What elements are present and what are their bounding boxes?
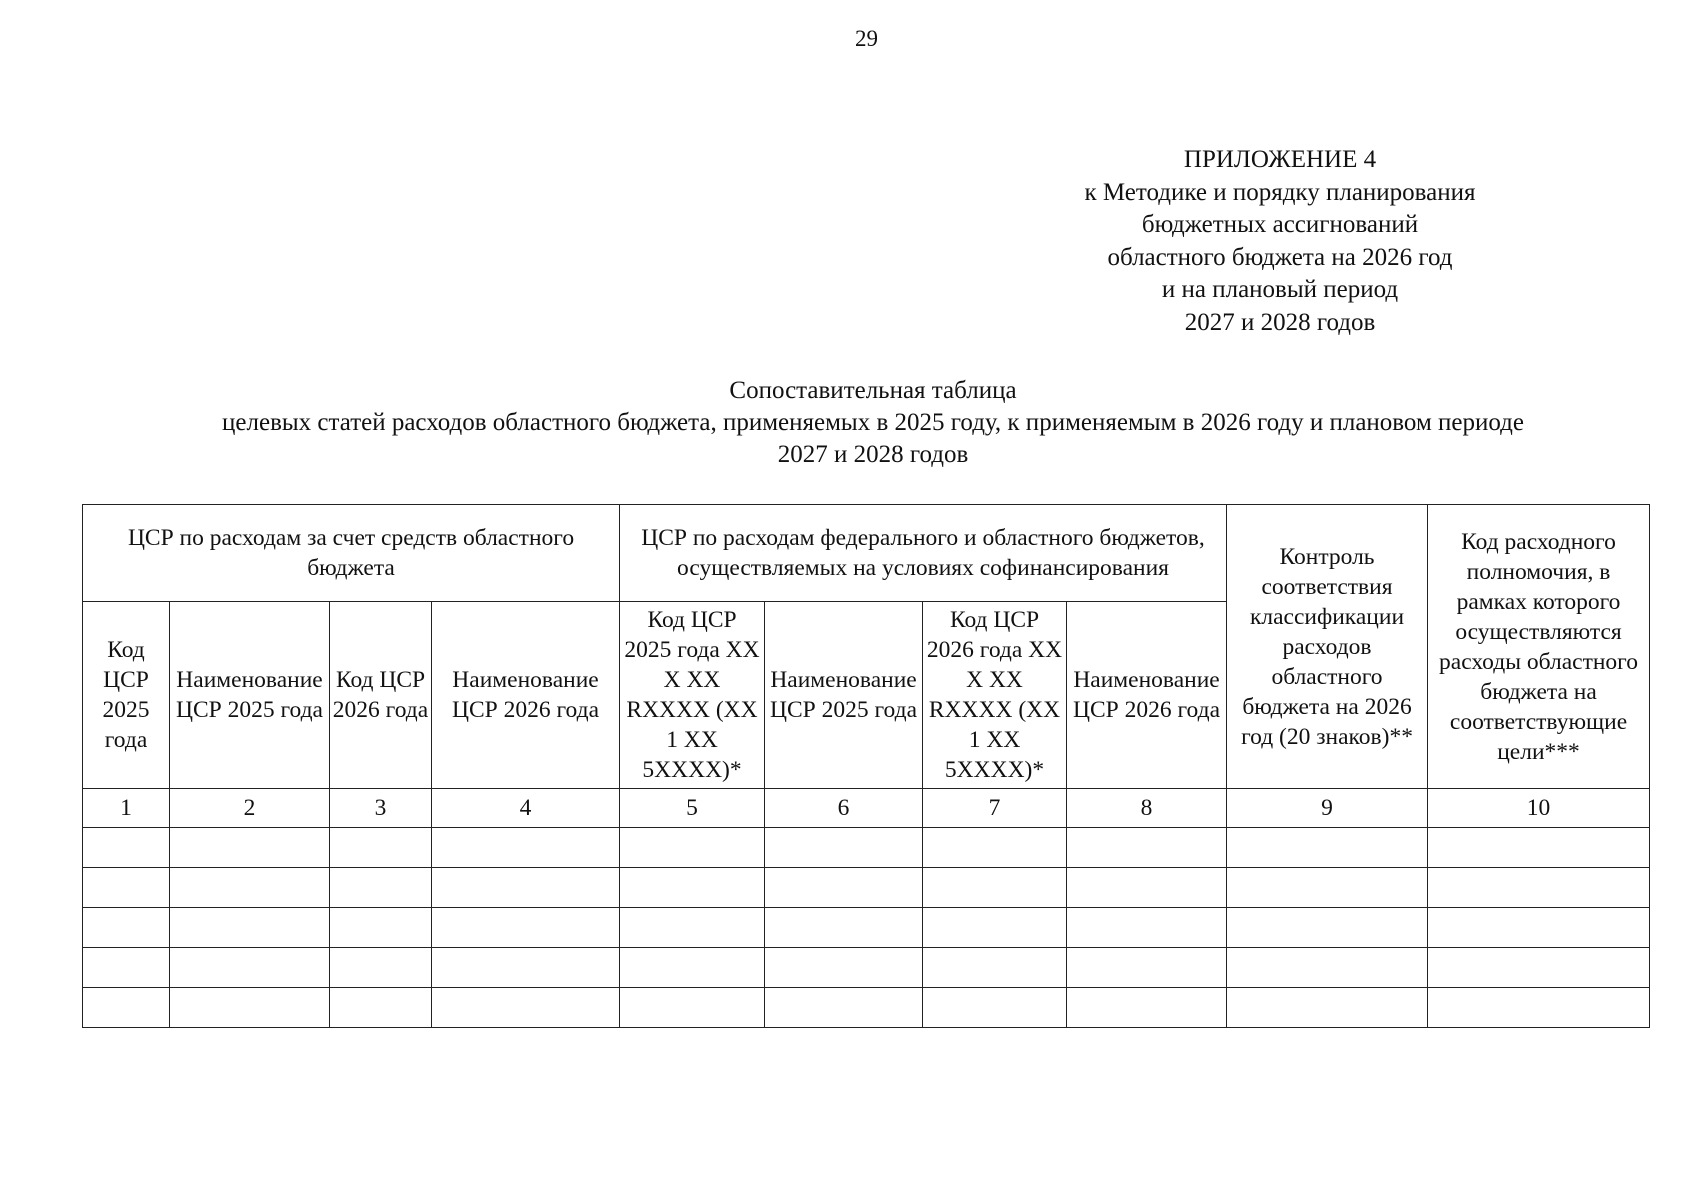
group-header-regional: ЦСР по расходам за счет средств областного бюджета bbox=[83, 505, 620, 602]
table-cell bbox=[765, 948, 923, 988]
header-control: Контроль соответствия классификации расходов областного бюджета на 2026 год (20 знаков)** bbox=[1227, 505, 1428, 789]
appendix-line: бюджетных ассигнований bbox=[1141, 211, 1419, 238]
column-number: 7 bbox=[923, 789, 1067, 828]
table-cell bbox=[83, 948, 170, 988]
table-cell bbox=[1227, 948, 1428, 988]
title-line: целевых статей расходов областного бюджета, применяемых в 2025 году, к применяемым в 2026 году и плановом периоде bbox=[222, 409, 1524, 436]
table-cell bbox=[1428, 908, 1650, 948]
header-cofin-code-2026: Код ЦСР 2026 года XX X XX RXXXX (XX 1 XX 5XXXX)* bbox=[923, 602, 1067, 789]
appendix-line: 2027 и 2028 годов bbox=[1184, 308, 1376, 336]
column-number: 3 bbox=[330, 789, 432, 828]
table-cell bbox=[1428, 828, 1650, 868]
comparison-table bbox=[82, 504, 1650, 1028]
table-cell bbox=[1428, 988, 1650, 1028]
table-cell bbox=[1428, 948, 1650, 988]
header-name-2026: Наименование ЦСР 2026 года bbox=[432, 602, 620, 789]
column-number: 5 bbox=[620, 789, 765, 828]
table-cell bbox=[620, 948, 765, 988]
table-cell bbox=[923, 828, 1067, 868]
table-row bbox=[83, 908, 1650, 948]
table-cell bbox=[83, 908, 170, 948]
table-cell bbox=[620, 828, 765, 868]
column-number: 10 bbox=[1428, 789, 1650, 828]
table-cell bbox=[765, 988, 923, 1028]
title-line: 2027 и 2028 годов bbox=[777, 441, 969, 468]
table-cell bbox=[1428, 868, 1650, 908]
table-cell bbox=[330, 988, 432, 1028]
table-cell bbox=[620, 868, 765, 908]
table-cell bbox=[83, 988, 170, 1028]
table-cell bbox=[83, 868, 170, 908]
appendix-line: к Методике и порядку планирования bbox=[1084, 178, 1476, 206]
table-cell bbox=[1227, 988, 1428, 1028]
column-number: 6 bbox=[765, 789, 923, 828]
table-cell bbox=[923, 908, 1067, 948]
table-cell bbox=[1067, 948, 1227, 988]
table-cell bbox=[170, 988, 330, 1028]
column-number-row bbox=[83, 789, 1650, 828]
table-cell bbox=[765, 868, 923, 908]
table-cell bbox=[83, 828, 170, 868]
table-cell bbox=[170, 828, 330, 868]
header-code-2025: Код ЦСР 2025 года bbox=[83, 602, 170, 789]
column-number: 1 bbox=[83, 789, 170, 828]
table-cell bbox=[330, 828, 432, 868]
table-cell bbox=[330, 908, 432, 948]
table-cell bbox=[432, 908, 620, 948]
header-cofin-name-2026: Наименование ЦСР 2026 года bbox=[1067, 602, 1227, 789]
table-row bbox=[83, 868, 1650, 908]
appendix-line: и на плановый период bbox=[1161, 276, 1399, 303]
header-cofin-name-2025: Наименование ЦСР 2025 года bbox=[765, 602, 923, 789]
column-number: 8 bbox=[1067, 789, 1227, 828]
table-cell bbox=[765, 908, 923, 948]
table-cell bbox=[1227, 868, 1428, 908]
appendix-block bbox=[1070, 144, 1490, 339]
table-cell bbox=[1067, 828, 1227, 868]
table-cell bbox=[1067, 908, 1227, 948]
header-name-2025: Наименование ЦСР 2025 года bbox=[170, 602, 330, 789]
column-number: 4 bbox=[432, 789, 620, 828]
table-cell bbox=[620, 908, 765, 948]
table-cell bbox=[170, 948, 330, 988]
table-cell bbox=[1067, 868, 1227, 908]
title-line: Сопоставительная таблица bbox=[729, 377, 1017, 404]
header-code-2026: Код ЦСР 2026 года bbox=[330, 602, 432, 789]
header-cofin-code-2025: Код ЦСР 2025 года XX X XX RXXXX (XX 1 XX 5XXXX)* bbox=[620, 602, 765, 789]
table-cell bbox=[1227, 908, 1428, 948]
table-cell bbox=[923, 988, 1067, 1028]
table-cell bbox=[432, 948, 620, 988]
column-number: 9 bbox=[1227, 789, 1428, 828]
table-cell bbox=[923, 948, 1067, 988]
table-row bbox=[83, 988, 1650, 1028]
table-cell bbox=[1067, 988, 1227, 1028]
table-row bbox=[83, 828, 1650, 868]
table-cell bbox=[620, 988, 765, 1028]
table-cell bbox=[330, 948, 432, 988]
table-cell bbox=[432, 828, 620, 868]
table-row bbox=[83, 948, 1650, 988]
table-cell bbox=[765, 828, 923, 868]
header-authority-code: Код расходного полномочия, в рамках которого осуществляются расходы областного бюджета на соответствующие цели*** bbox=[1428, 505, 1650, 789]
table-cell bbox=[432, 988, 620, 1028]
group-header-cofinanced: ЦСР по расходам федерального и областного бюджетов, осуществляемых на условиях софинансирования bbox=[620, 505, 1227, 602]
column-number: 2 bbox=[170, 789, 330, 828]
appendix-line: областного бюджета на 2026 год bbox=[1107, 243, 1453, 271]
table-cell bbox=[330, 868, 432, 908]
appendix-heading: ПРИЛОЖЕНИЕ 4 bbox=[1183, 146, 1377, 173]
header-row-groups bbox=[83, 505, 1650, 602]
table-cell bbox=[923, 868, 1067, 908]
document-title bbox=[100, 375, 1646, 471]
table-cell bbox=[1227, 828, 1428, 868]
page-number: 29 bbox=[855, 26, 878, 51]
table-cell bbox=[170, 868, 330, 908]
table-cell bbox=[170, 908, 330, 948]
table-cell bbox=[432, 868, 620, 908]
